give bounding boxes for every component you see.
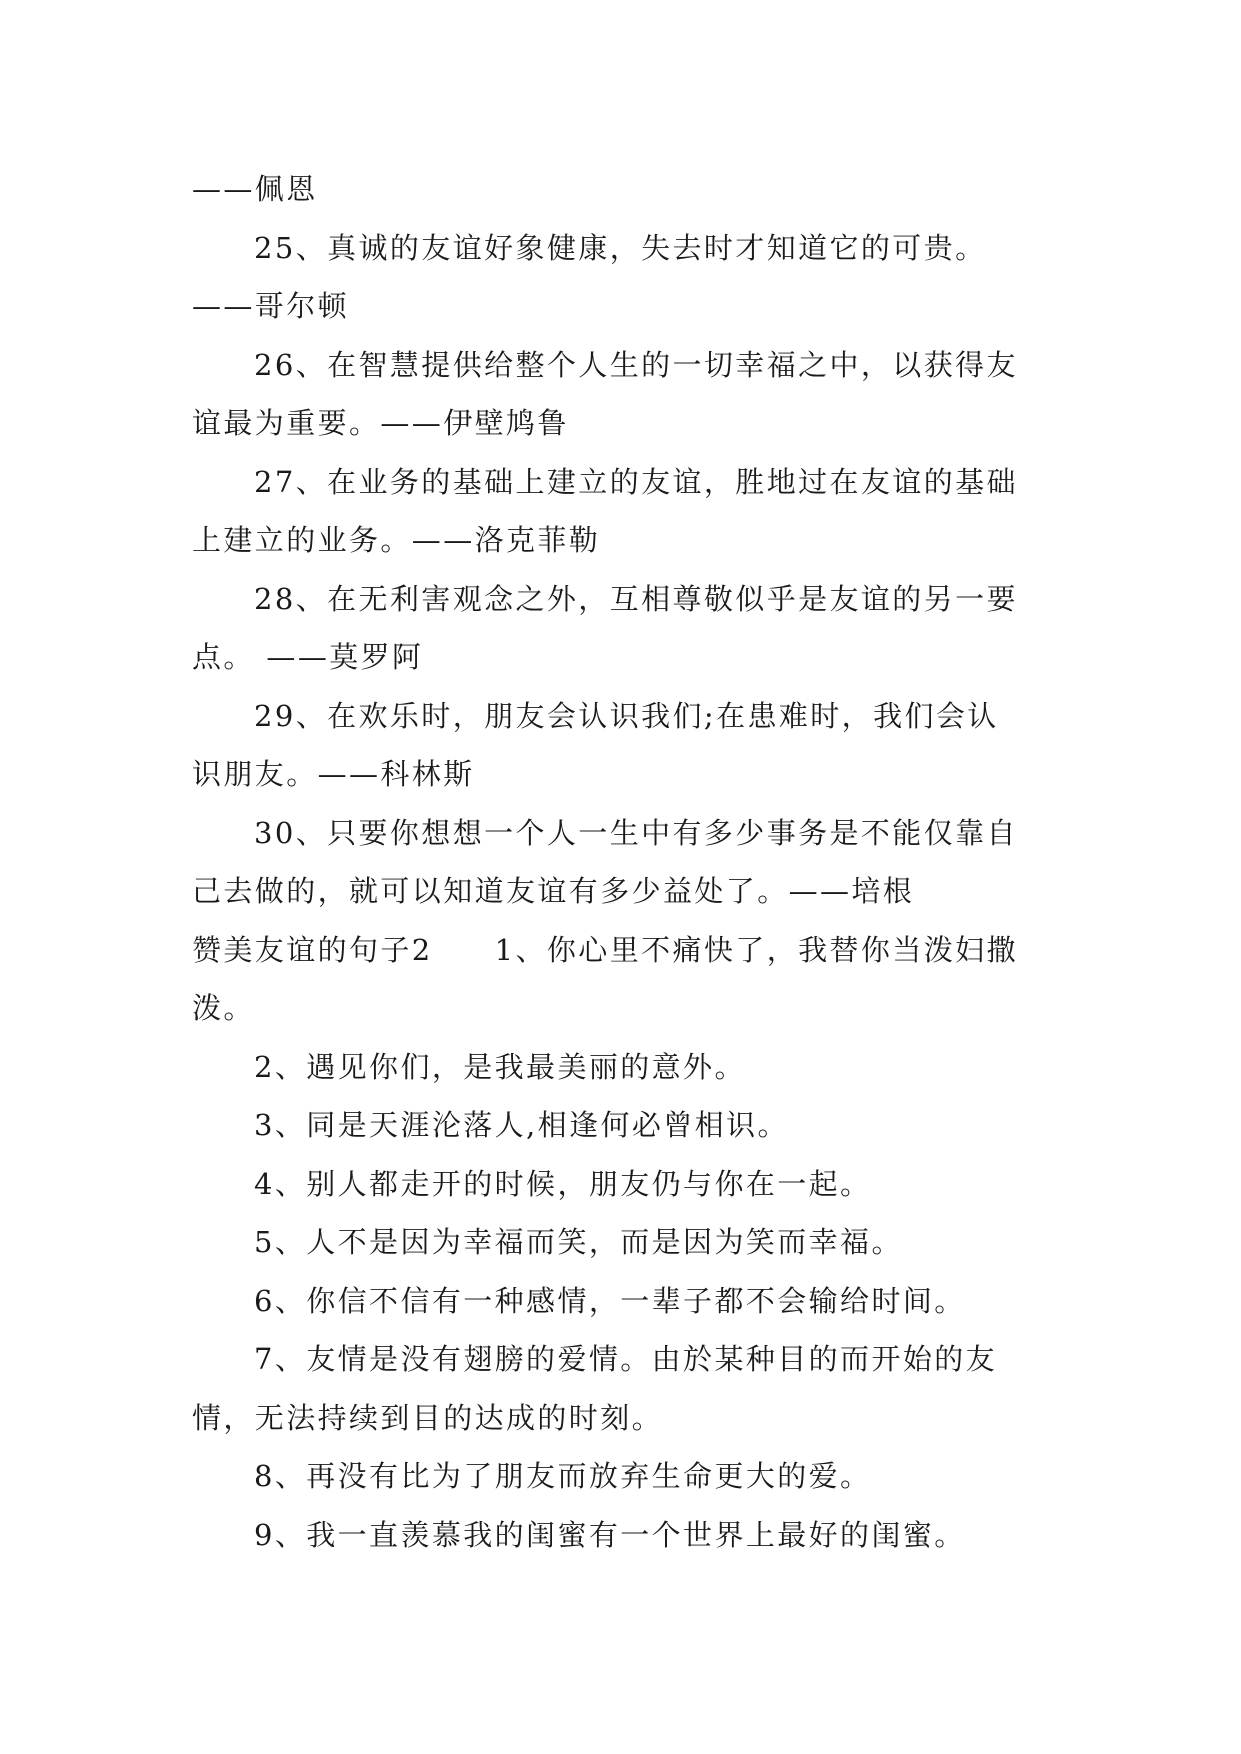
quote-30: 30、只要你想想一个人一生中有多少事务是不能仅靠自 bbox=[254, 815, 1018, 850]
text-line: ——哥尔顿 bbox=[192, 289, 350, 323]
quote-1: 1、你心里不痛快了，我替你当泼妇撒 bbox=[494, 932, 1018, 967]
text-line: ——佩恩 bbox=[192, 172, 318, 206]
quote-3: 3、同是天涯沦落人,相逢何必曾相识。 bbox=[254, 1108, 789, 1142]
section-heading-line bbox=[192, 921, 1060, 980]
quote-25: 25、真诚的友谊好象健康，失去时才知道它的可贵。 bbox=[254, 230, 987, 265]
text-line: 己去做的，就可以知道友谊有多少益处了。——培根 bbox=[192, 874, 915, 908]
quote-9: 9、我一直羡慕我的闺蜜有一个世界上最好的闺蜜。 bbox=[254, 1517, 966, 1552]
quote-29: 29、在欢乐时，朋友会认识我们;在患难时，我们会认 bbox=[254, 698, 999, 733]
text-line: 谊最为重要。——伊壁鸠鲁 bbox=[192, 406, 569, 440]
quote-4: 4、别人都走开的时候，朋友仍与你在一起。 bbox=[254, 1166, 872, 1201]
quote-7: 7、友情是没有翅膀的爱情。由於某种目的而开始的友 bbox=[254, 1342, 998, 1376]
text-line: 上建立的业务。——洛克菲勒 bbox=[192, 523, 601, 557]
section-heading: 赞美友谊的句子2 bbox=[192, 932, 433, 967]
quote-5: 5、人不是因为幸福而笑，而是因为笑而幸福。 bbox=[254, 1225, 903, 1259]
document-body bbox=[192, 160, 1060, 1564]
text-line: 泼。 bbox=[192, 991, 255, 1025]
quote-2: 2、遇见你们，是我最美丽的意外。 bbox=[254, 1049, 746, 1084]
quote-27: 27、在业务的基础上建立的友谊，胜地过在友谊的基础 bbox=[254, 464, 1018, 499]
text-line: 识朋友。——科林斯 bbox=[192, 757, 475, 791]
text-line: 情，无法持续到目的达成的时刻。 bbox=[192, 1400, 664, 1435]
quote-26: 26、在智慧提供给整个人生的一切幸福之中，以获得友 bbox=[254, 347, 1018, 382]
quote-6: 6、你信不信有一种感情，一辈子都不会输给时间。 bbox=[254, 1283, 966, 1318]
text-line: 点。 ——莫罗阿 bbox=[192, 640, 424, 674]
quote-28: 28、在无利害观念之外，互相尊敬似乎是友谊的另一要 bbox=[254, 581, 1018, 616]
quote-8: 8、再没有比为了朋友而放弃生命更大的爱。 bbox=[254, 1459, 872, 1493]
